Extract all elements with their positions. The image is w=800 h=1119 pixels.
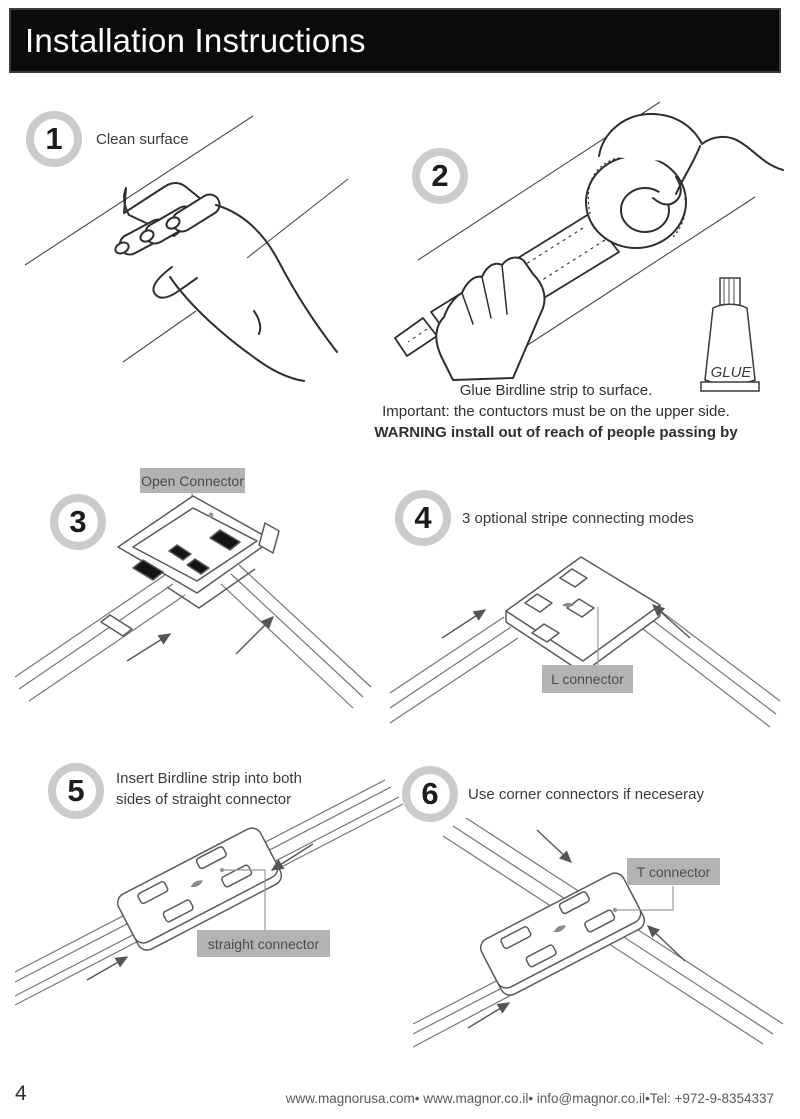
footer-contact: www.magnorusa.com• www.magnor.co.il• info@magnor.co.il•Tel: +972-9-8354337 xyxy=(285,1091,774,1106)
step-5-label: Insert Birdline strip into both sides of straight connector xyxy=(116,770,302,808)
lower-hand-sketch xyxy=(436,258,544,380)
step-2-illustration xyxy=(393,98,788,398)
l-connector-sketch xyxy=(506,557,660,673)
glue-tube-icon xyxy=(701,278,759,391)
straight-connector-callout xyxy=(197,930,330,957)
surface-lines xyxy=(25,116,348,362)
step-6-number: 6 xyxy=(421,776,439,811)
step-4-number: 4 xyxy=(414,500,432,535)
straight-connector-callout-text: straight connector xyxy=(207,935,320,952)
t-connector-callout-text: T connector xyxy=(636,863,711,880)
page-title: Installation Instructions xyxy=(25,21,366,59)
step-4-illustration xyxy=(390,543,780,743)
l-connector-callout-text: L connector xyxy=(551,671,624,687)
step-6-illustration xyxy=(413,818,788,1048)
step-5-number: 5 xyxy=(67,773,85,808)
step-1-number: 1 xyxy=(45,121,63,156)
step-6-label: Use corner connectors if neceseray xyxy=(468,786,704,803)
step-4-badge xyxy=(395,490,451,546)
hand-wiping-sketch xyxy=(113,183,337,381)
step-1-illustration xyxy=(20,115,360,385)
step-5-illustration xyxy=(15,778,405,1013)
page-number: 4 xyxy=(15,1082,27,1105)
glue-label: GLUE xyxy=(710,364,752,381)
l-connector-callout xyxy=(542,665,633,693)
open-connector-callout-text: Open Connector xyxy=(141,472,244,489)
step-4-label: 3 optional stripe connecting modes xyxy=(462,510,694,527)
insert-arrows xyxy=(127,617,273,661)
caption-line-2: Important: the contuctors must be on the upper side. xyxy=(382,403,730,420)
step-2-captions xyxy=(330,380,782,443)
step-3-number: 3 xyxy=(69,504,87,539)
t-connector-callout xyxy=(627,858,720,885)
step-6-badge xyxy=(402,766,458,822)
header-bar xyxy=(9,8,781,73)
caption-warning: WARNING install out of reach of people passing by xyxy=(374,424,738,441)
step-1-label: Clean surface xyxy=(96,131,189,148)
caption-line-1: Glue Birdline strip to surface. xyxy=(459,382,653,399)
t-connector-sketch xyxy=(477,870,648,999)
step-2-number: 2 xyxy=(431,158,449,193)
thumb xyxy=(153,267,197,298)
step-3-illustration xyxy=(15,483,385,733)
